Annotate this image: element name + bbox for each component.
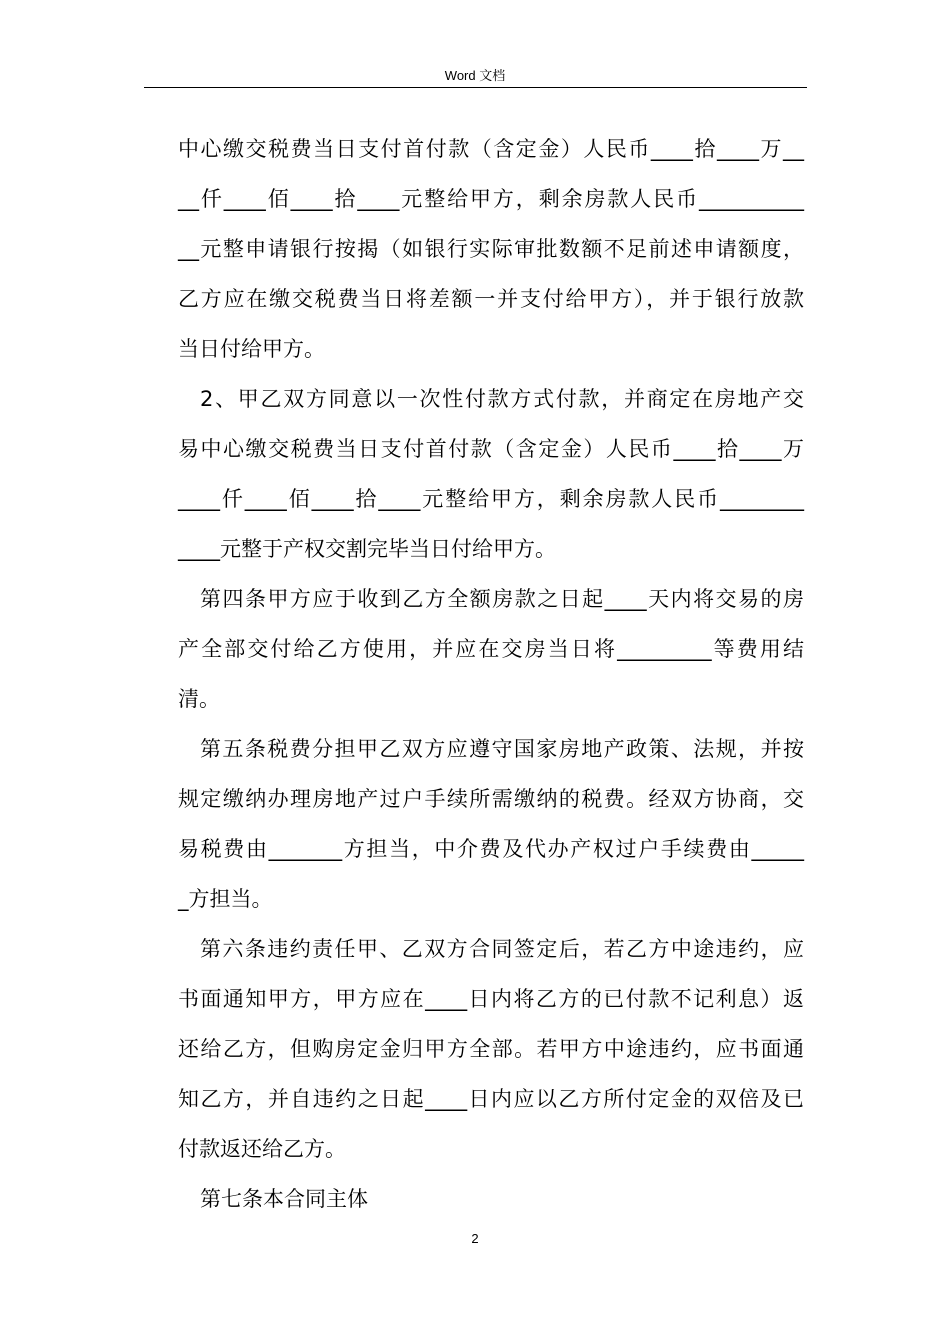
paragraph-line: 规定缴纳办理房地产过户手续所需缴纳的税费。经双方协商，交 — [178, 787, 804, 811]
page-header: Word 文档 — [444, 68, 506, 83]
paragraph-line: ____元整于产权交割完毕当日付给甲方。 — [178, 537, 556, 561]
paragraph-line: 书面通知甲方，甲方应在____日内将乙方的已付款不记利息）返 — [178, 987, 804, 1011]
paragraph-line: __仟____佰____拾____元整给甲方，剩余房款人民币__________ — [178, 187, 804, 211]
paragraph-line: 中心缴交税费当日支付首付款（含定金）人民币____拾____万__ — [178, 137, 804, 161]
paragraph-line: 当日付给甲方。 — [178, 337, 325, 361]
paragraph-line: 还给乙方，但购房定金归甲方全部。若甲方中途违约，应书面通 — [178, 1037, 804, 1061]
paragraph-line: 产全部交付给乙方使用，并应在交房当日将_________等费用结 — [178, 637, 804, 661]
page-number: 2 — [471, 1231, 479, 1246]
paragraph-line: 第五条税费分担甲乙双方应遵守国家房地产政策、法规，并按 — [200, 737, 804, 761]
paragraph-line: __元整申请银行按揭（如银行实际审批数额不足前述申请额度， — [178, 237, 804, 261]
header-divider — [144, 87, 807, 88]
paragraph-line: 清。 — [178, 687, 220, 711]
paragraph-line: 付款返还给乙方。 — [178, 1137, 346, 1161]
paragraph-line: 2、甲乙双方同意以一次性付款方式付款，并商定在房地产交 — [200, 387, 804, 411]
paragraph-line: 第六条违约责任甲、乙双方合同签定后，若乙方中途违约，应 — [200, 937, 804, 961]
paragraph-line: 易中心缴交税费当日支付首付款（含定金）人民币____拾____万 — [178, 437, 804, 461]
document-body — [178, 124, 804, 1224]
paragraph-line: 易税费由_______方担当，中介费及代办产权过户手续费由_____ — [178, 837, 804, 861]
paragraph-line: 乙方应在缴交税费当日将差额一并支付给甲方），并于银行放款 — [178, 287, 804, 311]
paragraph-line: 知乙方，并自违约之日起____日内应以乙方所付定金的双倍及已 — [178, 1087, 804, 1111]
paragraph-line: 第七条本合同主体 — [200, 1187, 368, 1211]
paragraph-line: ____仟____佰____拾____元整给甲方，剩余房款人民币________ — [178, 487, 804, 511]
paragraph-line: 第四条甲方应于收到乙方全额房款之日起____天内将交易的房 — [200, 587, 804, 611]
paragraph-line: _方担当。 — [178, 887, 273, 911]
